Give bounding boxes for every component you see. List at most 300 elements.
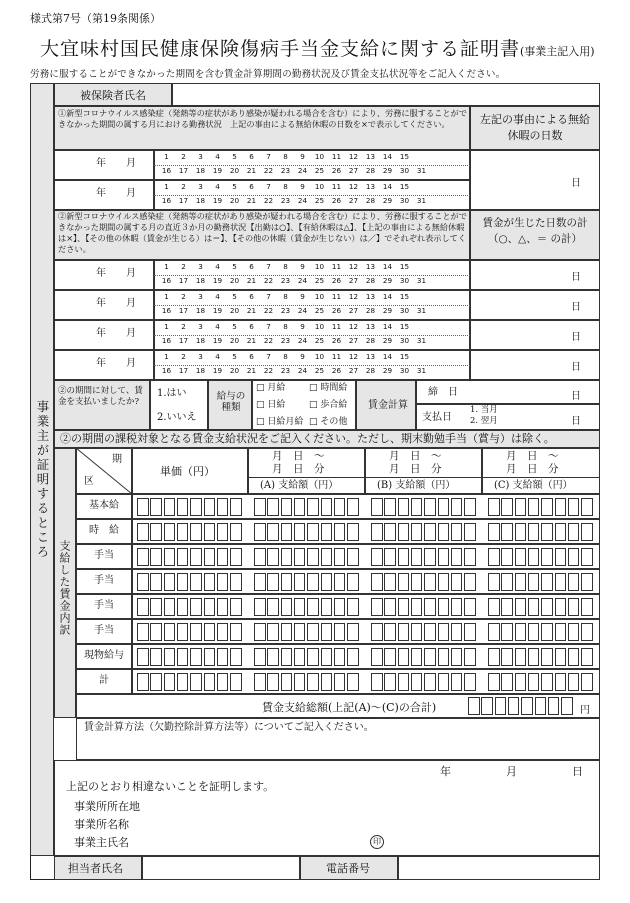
digit-cell[interactable] <box>568 648 580 666</box>
day-cell[interactable]: 20 <box>229 306 240 315</box>
day-cell[interactable]: 3 <box>198 152 203 161</box>
day-cell[interactable]: 13 <box>365 352 376 361</box>
day-cell[interactable]: 11 <box>331 182 342 191</box>
day-cell[interactable]: 2 <box>181 262 186 271</box>
digit-cell[interactable] <box>371 623 383 641</box>
digit-cell[interactable] <box>334 573 346 591</box>
digit-cell[interactable] <box>411 523 423 541</box>
digit-cell[interactable] <box>267 523 279 541</box>
day-cell[interactable]: 7 <box>266 262 271 271</box>
day-cell[interactable]: 23 <box>280 366 291 375</box>
digit-cell[interactable] <box>281 498 293 516</box>
digit-cell[interactable] <box>334 648 346 666</box>
day-cell[interactable]: 31 <box>416 276 427 285</box>
digit-cell[interactable] <box>371 498 383 516</box>
digit-cell[interactable] <box>398 598 410 616</box>
day-cell[interactable]: 17 <box>178 336 189 345</box>
digit-cell[interactable] <box>398 573 410 591</box>
day-cell[interactable]: 7 <box>266 182 271 191</box>
day-cell[interactable]: 19 <box>212 196 223 205</box>
digit-cell[interactable] <box>438 573 450 591</box>
pay-day-options[interactable]: 1. 当月 2. 翌月 <box>470 405 507 427</box>
day-cell[interactable]: 6 <box>249 262 254 271</box>
day-cell[interactable]: 7 <box>266 152 271 161</box>
day-cell[interactable]: 15 <box>399 152 410 161</box>
day-cell[interactable]: 19 <box>212 366 223 375</box>
digit-cell[interactable] <box>424 648 436 666</box>
digit-cell[interactable] <box>501 548 513 566</box>
digit-cell[interactable] <box>347 598 359 616</box>
day-cell[interactable]: 3 <box>198 292 203 301</box>
day-cell[interactable]: 4 <box>215 262 220 271</box>
digit-cell[interactable] <box>501 673 513 691</box>
digit-cell[interactable] <box>137 648 149 666</box>
day-cell[interactable]: 21 <box>246 166 257 175</box>
digit-cell[interactable] <box>568 598 580 616</box>
digit-cell[interactable] <box>230 623 242 641</box>
day-cell[interactable]: 17 <box>178 366 189 375</box>
day-cell[interactable]: 18 <box>195 336 206 345</box>
day-cell[interactable]: 22 <box>263 366 274 375</box>
digit-cell[interactable] <box>190 498 202 516</box>
day-cell[interactable]: 2 <box>181 292 186 301</box>
day-cell[interactable]: 3 <box>198 182 203 191</box>
digit-cell[interactable] <box>217 498 229 516</box>
day-cell[interactable]: 4 <box>215 352 220 361</box>
digit-cell[interactable] <box>217 673 229 691</box>
day-cell[interactable]: 4 <box>215 152 220 161</box>
day-cell[interactable]: 25 <box>314 366 325 375</box>
digit-cell[interactable] <box>177 573 189 591</box>
digit-cell[interactable] <box>204 673 216 691</box>
kind-commission[interactable]: □ 歩合給 <box>309 400 348 410</box>
digit-cell[interactable] <box>254 548 266 566</box>
digit-cell[interactable] <box>384 648 396 666</box>
day-cell[interactable]: 25 <box>314 336 325 345</box>
digit-cell[interactable] <box>294 673 306 691</box>
digit-cell[interactable] <box>281 673 293 691</box>
digit-cell[interactable] <box>254 623 266 641</box>
day-cell[interactable]: 25 <box>314 166 325 175</box>
day-cell[interactable]: 21 <box>246 366 257 375</box>
digit-cell[interactable] <box>411 598 423 616</box>
digit-cell[interactable] <box>321 498 333 516</box>
digit-cell[interactable] <box>398 523 410 541</box>
digit-cell[interactable] <box>294 548 306 566</box>
digit-cell[interactable] <box>464 573 476 591</box>
digit-cell[interactable] <box>501 648 513 666</box>
digit-cell[interactable] <box>307 673 319 691</box>
day-cell[interactable]: 30 <box>399 166 410 175</box>
day-cell[interactable]: 27 <box>348 276 359 285</box>
day-cell[interactable]: 20 <box>229 196 240 205</box>
digit-cell[interactable] <box>137 673 149 691</box>
digit-cell[interactable] <box>267 673 279 691</box>
digit-cell[interactable] <box>137 548 149 566</box>
day-cell[interactable]: 22 <box>263 196 274 205</box>
day-cell[interactable]: 10 <box>314 352 325 361</box>
kind-daily[interactable]: □ 日給 <box>256 400 286 410</box>
digit-cell[interactable] <box>164 498 176 516</box>
digit-cell[interactable] <box>217 548 229 566</box>
digit-cell[interactable] <box>190 573 202 591</box>
phone-field[interactable] <box>398 856 600 880</box>
digit-cell[interactable] <box>281 523 293 541</box>
day-cell[interactable]: 14 <box>382 292 393 301</box>
digit-cell[interactable] <box>307 598 319 616</box>
digit-cell[interactable] <box>438 673 450 691</box>
digit-cell[interactable] <box>137 573 149 591</box>
digit-cell[interactable] <box>384 523 396 541</box>
digit-cell[interactable] <box>321 673 333 691</box>
day-cell[interactable]: 30 <box>399 336 410 345</box>
day-cell[interactable]: 5 <box>232 152 237 161</box>
day-cell[interactable]: 10 <box>314 292 325 301</box>
digit-cell[interactable] <box>204 648 216 666</box>
digit-cell[interactable] <box>294 648 306 666</box>
day-cell[interactable]: 11 <box>331 292 342 301</box>
day-cell[interactable]: 8 <box>283 322 288 331</box>
day-cell[interactable]: 26 <box>331 306 342 315</box>
day-cell[interactable]: 28 <box>365 306 376 315</box>
day-cell[interactable]: 6 <box>249 322 254 331</box>
digit-cell[interactable] <box>347 548 359 566</box>
digit-cell[interactable] <box>307 523 319 541</box>
digit-cell[interactable] <box>541 623 553 641</box>
day-cell[interactable]: 24 <box>297 166 308 175</box>
digit-cell[interactable] <box>164 573 176 591</box>
digit-cell[interactable] <box>515 598 527 616</box>
digit-cell[interactable] <box>515 498 527 516</box>
day-cell[interactable]: 4 <box>215 292 220 301</box>
digit-cell[interactable] <box>438 623 450 641</box>
digit-cell[interactable] <box>555 573 567 591</box>
day-cell[interactable]: 12 <box>348 262 359 271</box>
digit-cell[interactable] <box>411 673 423 691</box>
digit-cell[interactable] <box>581 573 593 591</box>
day-cell[interactable]: 14 <box>382 262 393 271</box>
day-cell[interactable]: 13 <box>365 182 376 191</box>
day-cell[interactable]: 1 <box>164 352 169 361</box>
digit-cell[interactable] <box>254 598 266 616</box>
digit-cell[interactable] <box>217 573 229 591</box>
day-cell[interactable]: 15 <box>399 182 410 191</box>
day-cell[interactable]: 21 <box>246 196 257 205</box>
digit-cell[interactable] <box>411 648 423 666</box>
digit-cell[interactable] <box>528 548 540 566</box>
day-cell[interactable]: 7 <box>266 322 271 331</box>
day-cell[interactable]: 24 <box>297 336 308 345</box>
digit-cell[interactable] <box>528 523 540 541</box>
digit-cell[interactable] <box>267 598 279 616</box>
day-cell[interactable]: 19 <box>212 336 223 345</box>
day-cell[interactable]: 12 <box>348 292 359 301</box>
day-cell[interactable]: 9 <box>300 262 305 271</box>
digit-cell[interactable] <box>464 673 476 691</box>
digit-cell[interactable] <box>541 523 553 541</box>
digit-cell[interactable] <box>294 598 306 616</box>
day-cell[interactable]: 16 <box>161 336 172 345</box>
digit-cell[interactable] <box>294 523 306 541</box>
digit-cell[interactable] <box>555 523 567 541</box>
digit-cell[interactable] <box>281 598 293 616</box>
digit-cell[interactable] <box>321 598 333 616</box>
day-cell[interactable]: 13 <box>365 292 376 301</box>
day-cell[interactable]: 24 <box>297 366 308 375</box>
digit-cell[interactable] <box>321 623 333 641</box>
digit-cell[interactable] <box>150 623 162 641</box>
digit-cell[interactable] <box>204 523 216 541</box>
digit-cell[interactable] <box>164 623 176 641</box>
day-cell[interactable]: 5 <box>232 292 237 301</box>
digit-cell[interactable] <box>334 623 346 641</box>
digit-cell[interactable] <box>137 498 149 516</box>
digit-cell[interactable] <box>307 498 319 516</box>
day-cell[interactable]: 23 <box>280 306 291 315</box>
digit-cell[interactable] <box>424 673 436 691</box>
digit-cell[interactable] <box>230 673 242 691</box>
insured-name-field[interactable] <box>172 83 600 106</box>
day-cell[interactable]: 26 <box>331 166 342 175</box>
digit-cell[interactable] <box>150 648 162 666</box>
day-cell[interactable]: 16 <box>161 166 172 175</box>
day-cell[interactable]: 6 <box>249 352 254 361</box>
digit-cell[interactable] <box>451 673 463 691</box>
day-cell[interactable]: 14 <box>382 352 393 361</box>
day-cell[interactable]: 28 <box>365 196 376 205</box>
day-cell[interactable]: 9 <box>300 352 305 361</box>
digit-cell[interactable] <box>541 598 553 616</box>
digit-cell[interactable] <box>307 648 319 666</box>
digit-cell[interactable] <box>528 598 540 616</box>
digit-cell[interactable] <box>384 548 396 566</box>
digit-cell[interactable] <box>501 623 513 641</box>
digit-cell[interactable] <box>581 598 593 616</box>
payment-no[interactable]: 2.いいえ <box>157 412 197 423</box>
digit-cell[interactable] <box>204 548 216 566</box>
digit-cell[interactable] <box>230 523 242 541</box>
digit-cell[interactable] <box>555 623 567 641</box>
day-cell[interactable]: 29 <box>382 366 393 375</box>
digit-cell[interactable] <box>555 648 567 666</box>
digit-cell[interactable] <box>451 573 463 591</box>
digit-cell[interactable] <box>371 648 383 666</box>
day-cell[interactable]: 14 <box>382 182 393 191</box>
digit-cell[interactable] <box>555 673 567 691</box>
digit-cell[interactable] <box>541 673 553 691</box>
digit-cell[interactable] <box>347 673 359 691</box>
total-digit-cell[interactable] <box>481 697 493 715</box>
day-cell[interactable]: 31 <box>416 306 427 315</box>
digit-cell[interactable] <box>204 598 216 616</box>
period-range[interactable]: 月 日 ～ 月 日 分 <box>389 450 442 476</box>
digit-cell[interactable] <box>177 673 189 691</box>
day-cell[interactable]: 1 <box>164 292 169 301</box>
day-cell[interactable]: 8 <box>283 292 288 301</box>
digit-cell[interactable] <box>164 598 176 616</box>
digit-cell[interactable] <box>488 548 500 566</box>
digit-cell[interactable] <box>190 523 202 541</box>
digit-cell[interactable] <box>488 623 500 641</box>
digit-cell[interactable] <box>267 623 279 641</box>
day-cell[interactable]: 5 <box>232 182 237 191</box>
digit-cell[interactable] <box>334 673 346 691</box>
digit-cell[interactable] <box>150 498 162 516</box>
digit-cell[interactable] <box>177 523 189 541</box>
day-cell[interactable]: 4 <box>215 322 220 331</box>
digit-cell[interactable] <box>230 573 242 591</box>
digit-cell[interactable] <box>488 498 500 516</box>
digit-cell[interactable] <box>501 598 513 616</box>
digit-cell[interactable] <box>347 498 359 516</box>
day-cell[interactable]: 1 <box>164 262 169 271</box>
digit-cell[interactable] <box>150 573 162 591</box>
day-cell[interactable]: 14 <box>382 152 393 161</box>
day-cell[interactable]: 31 <box>416 336 427 345</box>
day-cell[interactable]: 16 <box>161 196 172 205</box>
digit-cell[interactable] <box>321 548 333 566</box>
digit-cell[interactable] <box>438 498 450 516</box>
digit-cell[interactable] <box>451 623 463 641</box>
digit-cell[interactable] <box>515 548 527 566</box>
digit-cell[interactable] <box>424 573 436 591</box>
digit-cell[interactable] <box>164 548 176 566</box>
day-cell[interactable]: 12 <box>348 322 359 331</box>
total-digit-cell[interactable] <box>548 697 560 715</box>
digit-cell[interactable] <box>424 623 436 641</box>
digit-cell[interactable] <box>424 598 436 616</box>
day-cell[interactable]: 3 <box>198 262 203 271</box>
digit-cell[interactable] <box>177 548 189 566</box>
digit-cell[interactable] <box>177 623 189 641</box>
digit-cell[interactable] <box>398 673 410 691</box>
digit-cell[interactable] <box>541 648 553 666</box>
digit-cell[interactable] <box>528 623 540 641</box>
digit-cell[interactable] <box>411 498 423 516</box>
day-cell[interactable]: 12 <box>348 352 359 361</box>
day-cell[interactable]: 18 <box>195 276 206 285</box>
digit-cell[interactable] <box>568 523 580 541</box>
day-cell[interactable]: 1 <box>164 322 169 331</box>
digit-cell[interactable] <box>438 598 450 616</box>
day-cell[interactable]: 27 <box>348 196 359 205</box>
digit-cell[interactable] <box>464 623 476 641</box>
digit-cell[interactable] <box>190 623 202 641</box>
digit-cell[interactable] <box>488 673 500 691</box>
day-cell[interactable]: 7 <box>266 292 271 301</box>
day-cell[interactable]: 10 <box>314 322 325 331</box>
digit-cell[interactable] <box>528 648 540 666</box>
digit-cell[interactable] <box>190 598 202 616</box>
day-cell[interactable]: 31 <box>416 166 427 175</box>
digit-cell[interactable] <box>334 598 346 616</box>
day-cell[interactable]: 3 <box>198 352 203 361</box>
digit-cell[interactable] <box>464 648 476 666</box>
kind-other[interactable]: □ その他 <box>309 417 348 427</box>
digit-cell[interactable] <box>137 523 149 541</box>
day-cell[interactable]: 9 <box>300 182 305 191</box>
digit-cell[interactable] <box>451 648 463 666</box>
digit-cell[interactable] <box>164 673 176 691</box>
digit-cell[interactable] <box>177 648 189 666</box>
day-cell[interactable]: 20 <box>229 366 240 375</box>
digit-cell[interactable] <box>294 498 306 516</box>
digit-cell[interactable] <box>254 498 266 516</box>
digit-cell[interactable] <box>177 598 189 616</box>
digit-cell[interactable] <box>568 498 580 516</box>
day-cell[interactable]: 15 <box>399 322 410 331</box>
digit-cell[interactable] <box>190 648 202 666</box>
total-digit-cell[interactable] <box>521 697 533 715</box>
day-cell[interactable]: 30 <box>399 276 410 285</box>
digit-cell[interactable] <box>438 523 450 541</box>
day-cell[interactable]: 18 <box>195 166 206 175</box>
day-cell[interactable]: 21 <box>246 336 257 345</box>
digit-cell[interactable] <box>281 623 293 641</box>
day-cell[interactable]: 23 <box>280 276 291 285</box>
day-cell[interactable]: 26 <box>331 336 342 345</box>
digit-cell[interactable] <box>581 673 593 691</box>
digit-cell[interactable] <box>398 623 410 641</box>
day-cell[interactable]: 27 <box>348 306 359 315</box>
day-cell[interactable]: 30 <box>399 196 410 205</box>
digit-cell[interactable] <box>528 573 540 591</box>
digit-cell[interactable] <box>424 523 436 541</box>
day-cell[interactable]: 27 <box>348 366 359 375</box>
day-cell[interactable]: 15 <box>399 292 410 301</box>
digit-cell[interactable] <box>321 523 333 541</box>
digit-cell[interactable] <box>190 548 202 566</box>
digit-cell[interactable] <box>137 598 149 616</box>
day-cell[interactable]: 27 <box>348 166 359 175</box>
day-cell[interactable]: 1 <box>164 152 169 161</box>
day-cell[interactable]: 9 <box>300 292 305 301</box>
day-cell[interactable]: 17 <box>178 306 189 315</box>
day-cell[interactable]: 20 <box>229 166 240 175</box>
day-cell[interactable]: 13 <box>365 322 376 331</box>
day-cell[interactable]: 24 <box>297 276 308 285</box>
digit-cell[interactable] <box>555 548 567 566</box>
day-cell[interactable]: 8 <box>283 352 288 361</box>
day-cell[interactable]: 28 <box>365 166 376 175</box>
digit-cell[interactable] <box>281 548 293 566</box>
digit-cell[interactable] <box>371 523 383 541</box>
day-cell[interactable]: 24 <box>297 196 308 205</box>
day-cell[interactable]: 15 <box>399 352 410 361</box>
digit-cell[interactable] <box>515 623 527 641</box>
digit-cell[interactable] <box>501 523 513 541</box>
digit-cell[interactable] <box>307 548 319 566</box>
payment-yes[interactable]: 1.はい <box>157 388 187 399</box>
day-cell[interactable]: 11 <box>331 152 342 161</box>
digit-cell[interactable] <box>515 523 527 541</box>
day-cell[interactable]: 30 <box>399 366 410 375</box>
digit-cell[interactable] <box>307 623 319 641</box>
digit-cell[interactable] <box>411 623 423 641</box>
digit-cell[interactable] <box>581 648 593 666</box>
digit-cell[interactable] <box>150 548 162 566</box>
digit-cell[interactable] <box>294 573 306 591</box>
day-cell[interactable]: 9 <box>300 152 305 161</box>
day-cell[interactable]: 15 <box>399 262 410 271</box>
digit-cell[interactable] <box>424 548 436 566</box>
person-field[interactable] <box>142 856 300 880</box>
digit-cell[interactable] <box>137 623 149 641</box>
digit-cell[interactable] <box>217 523 229 541</box>
day-cell[interactable]: 26 <box>331 196 342 205</box>
day-cell[interactable]: 20 <box>229 336 240 345</box>
day-cell[interactable]: 31 <box>416 196 427 205</box>
